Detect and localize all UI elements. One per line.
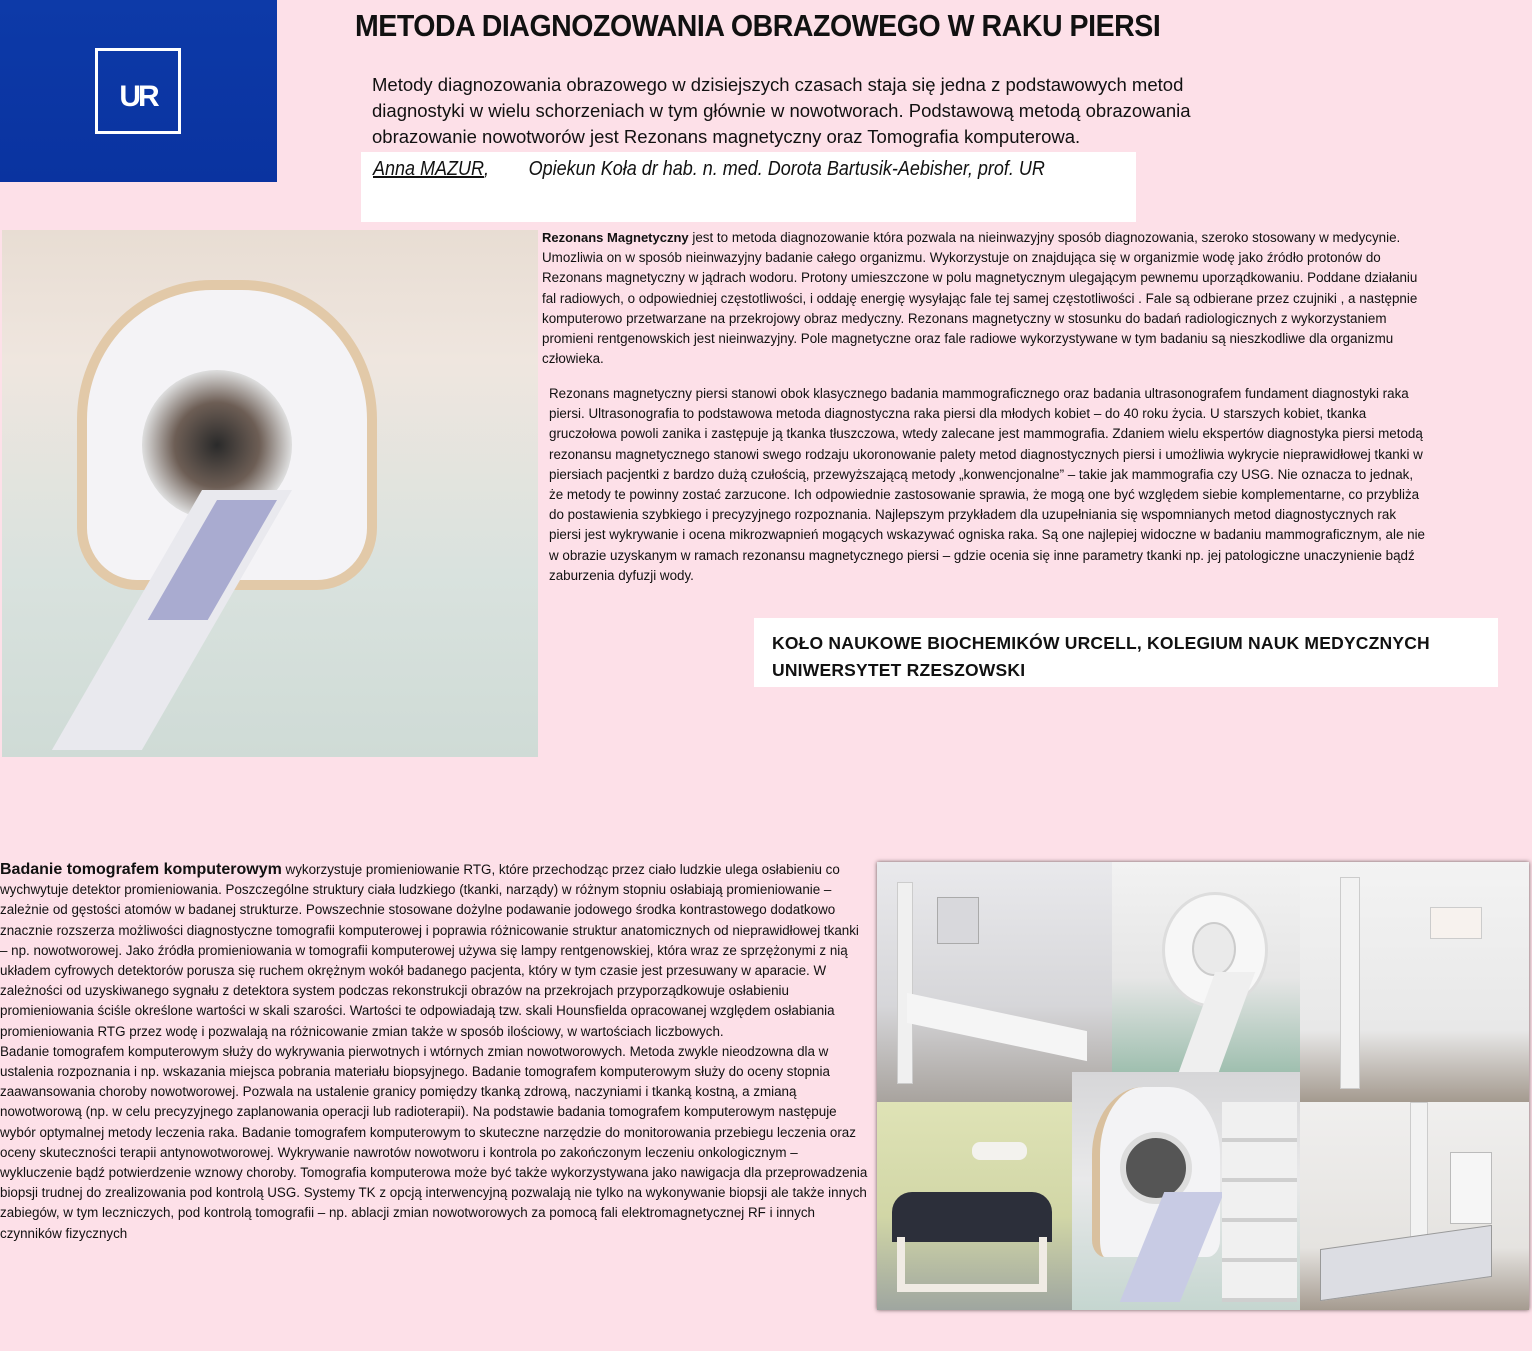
x-ray-room-photo bbox=[877, 862, 1112, 1102]
club-text bbox=[772, 630, 1430, 684]
authors-panel bbox=[361, 152, 1136, 222]
mri-paragraph-2: Rezonans magnetyczny piersi stanowi obok klasycznego badania mammograficznego oraz badania ultrasonografem fundament diagnostyki raka piersi. Ultrasonografia to podstawowa metoda diagnostyczna raka piersi dla młodych kobiet – do 40 roku życia. U starszych kobiet, tkanka gruczołowa powoli zanika i zastępuje ją tkanka tłuszczowa, wtedy zalecane jest mammografia. Zdaniem wielu ekspertów diagnostyka piersi metodą rezonansu magnetycznego stanowi swego rodzaju ukoronowanie palety metod diagnostycznych piersi i umożliwia wykrycie nieprawidłowej tkanki w piersiach pacjentki z bardzo dużą czułością, przewyższającą metody „konwencjonalne” – takie jak mammografia czy USG. Nie oznacza to jednak, że metody te powinny zostać zarzucone. Ich odpowiednie zastosowanie sprawia, że mogą one być względem siebie komplementarne, co przybliża do postawienia szybkiego i precyzyjnego rozpoznania. Najlepszym przykładem dla uzupełniania się wspomnianych metod diagnostycznych rak piersi jest wykrywanie i ocena mikrozwapnień mogących wskazywać ogniska raka. Są one najlepiej widoczne w badaniu mammograficznym, ale nie w obrazie uzyskanym w ramach rezonansu magnetycznego piersi – gdzie ocenia się inne parametry tkanki np. jej patologiczne unaczynienie bądź zaburzenia dyfuzji wody. bbox=[549, 386, 1426, 583]
mammography-column bbox=[1340, 877, 1360, 1089]
xray-column bbox=[897, 882, 913, 1084]
xray-table bbox=[907, 993, 1087, 1061]
dexa-bed bbox=[892, 1192, 1052, 1242]
logo-text: UR bbox=[119, 80, 157, 113]
mri-scanner-room-photo bbox=[1072, 1072, 1300, 1310]
club-line-2: UNIWERSYTET RZESZOWSKI bbox=[772, 660, 1026, 680]
mri-paragraph-1 bbox=[542, 228, 1422, 369]
club-line-1: KOŁO NAUKOWE BIOCHEMIKÓW URCELL, KOLEGIUM NAUK MEDYCZNYCH bbox=[772, 633, 1430, 653]
ct-paragraph-1: wykorzystuje promieniowanie RTG, które przechodząc przez ciało ludzkie ulega osłabieniu co wychwytuje detektor promieniowania. Poszczególne struktury ciała ludzkiego (tkanki, narządy) w różnym stopniu osłabiają promieniowanie – zależnie od gęstości atomów w badanej strukturze. Powszechnie stosowane dożylne podawanie jodowego środka kontrastowego dodatkowo znacznie rozszerza możliwości diagnostyczne tomografii komputerowej i poprawia różnicowanie struktur anatomicznych od nieprawidłowej tkanki – np. nowotworowej. Jako źródła promieniowania w tomografii komputerowej używa się lampy rentgenowskiej, która wraz ze sprzężonymi z nią układem cyfrowych detektorów porusza się ruchem okrężnym wokół badanego pacjenta, który w tym czasie jest przesuwany w aparacie. W zależności od uzyskiwanego sygnału z detektora system podczas rekonstrukcji obrazów na przekrojach przyporządkowuje osłabieniu promieniowania ściśle określone wartości w skali szarości. Wartości te odpowiadają tzw. skali Hounsfielda opracowanej względem osłabiania promieniowania RTG przez wodę i pozwalają na różnicowanie zmian także w sposób ilościowy, w wartościach liczbowych. bbox=[0, 862, 859, 1039]
mri-paragraph-1-text: jest to metoda diagnozowanie która pozwala na nieinwazyjny sposób diagnozowania, szeroko stosowany w medycynie. Umozliwia on w sposób nieinwazyjny badanie całego organizmu. Wykorzystuje on znajdująca się w organizmie wodę jako źródło protonów do Rezonans magnetyczny w jądrach wodoru. Protony umieszczone w polu magnetycznym ulegającym pewnemu uporządkowaniu. Poddane działaniu fal radiowych, o odpowiedniej częstotliwości, i oddaję energię wysyłając fale tej samej częstotliwości . Fale są odbierane przez czujniki , a następnie komputerowo przetwarzane na przekrojowy obraz medyczny. Rezonans magnetyczny w stosunku do badań radiologicznych z wykorzystaniem promieni rentgenowskich jest nieinwazyjny. Pole magnetyczne oraz fale radiowe wykorzystywane w tym badaniu są nieszkodliwe dla organizmu człowieka. bbox=[542, 230, 1418, 367]
author-name: Anna MAZUR bbox=[373, 158, 485, 180]
intro-text: Metody diagnozowania obrazowego w dzisiejszych czasach staja się jedna z podstawowych metod diagnostyki w wielu schorzeniach w tym głównie w nowotworach. Podstawową metodą obrazowania obrazowanie nowotworów jest Rezonans magnetyczny oraz Tomografia komputerowa. bbox=[372, 74, 1191, 147]
xray-table-2 bbox=[1320, 1225, 1492, 1301]
club-affiliation-panel bbox=[754, 618, 1498, 687]
dexa-scanner-photo bbox=[877, 1102, 1072, 1310]
dexa-base bbox=[897, 1237, 1047, 1292]
dexa-arm bbox=[972, 1142, 1027, 1160]
mammography-unit-photo bbox=[1300, 862, 1529, 1102]
equipment-collage bbox=[877, 862, 1529, 1310]
ct-bore bbox=[1192, 922, 1236, 976]
poster-title: METODA DIAGNOZOWANIA OBRAZOWEGO W RAKU PIERSI bbox=[355, 8, 1161, 43]
x-ray-stand-photo bbox=[1300, 1102, 1529, 1310]
authors-line bbox=[373, 158, 1045, 181]
ur-logo-icon bbox=[95, 48, 181, 134]
ct-lead: Badanie tomografem komputerowym bbox=[0, 861, 282, 878]
university-logo bbox=[0, 0, 277, 182]
ct-section bbox=[0, 860, 868, 1244]
xray-tube bbox=[937, 897, 979, 944]
supervisor-name: Opiekun Koła dr hab. n. med. Dorota Bartusik-Aebisher, prof. UR bbox=[528, 158, 1045, 180]
xray-detector-panel bbox=[1450, 1152, 1492, 1224]
xray-column-2 bbox=[1410, 1102, 1428, 1254]
ct-paragraph-2: Badanie tomografem komputerowym służy do wykrywania pierwotnych i wtórnych zmian nowotworowych. Metoda zwykle nieodzowna dla w ustalenia rozpoznania i np. wskazania miejsca pobrania materiału biopsyjnego. Badanie tomografem komputerowym służy do oceny stopnia zaawansowania choroby nowotworowej. Pozwala na ustalenie granicy pomiędzy tkanką zdrową, naczyniami i tkanką kostną, a zmianą nowotworową (np. w celu precyzyjnego zaplanowania operacji lub radioterapii). Na podstawie badania tomografem komputerowym następuje wybór optymalnej metody leczenia raka. Badanie tomografem komputerowym to skuteczne narzędzie do monitorowania przebiegu leczenia oraz oceny skuteczności terapii antynowotworowej. Wykrywanie nawrotów nowotworu i kontrola po zakończonym leczeniu onkologicznym – wykluczenie bądź potwierdzenie wznowy choroby. Tomografia komputerowa może być także wykorzystywana jako nawigacja dla przeprowadzenia biopsji trudnej do zrealizowania pod kontrolą USG. Systemy TK z opcją interwencyjną pozwalają nie tylko na wykonywanie biopsji ale także innych zabiegów, w tym leczniczych, pod kontrolą tomografii – np. ablacji zmian nowotworowych za pomocą fali elektromagnetycznej RF i innych czynników fizycznych bbox=[0, 1043, 868, 1241]
shelves bbox=[1222, 1102, 1297, 1302]
ct-scanner-photo bbox=[1112, 862, 1300, 1072]
mri-scanner-photo bbox=[2, 230, 538, 757]
author-comma: , bbox=[484, 158, 490, 180]
mri-lead: Rezonans Magnetyczny bbox=[542, 230, 689, 245]
mammography-head bbox=[1430, 907, 1482, 939]
